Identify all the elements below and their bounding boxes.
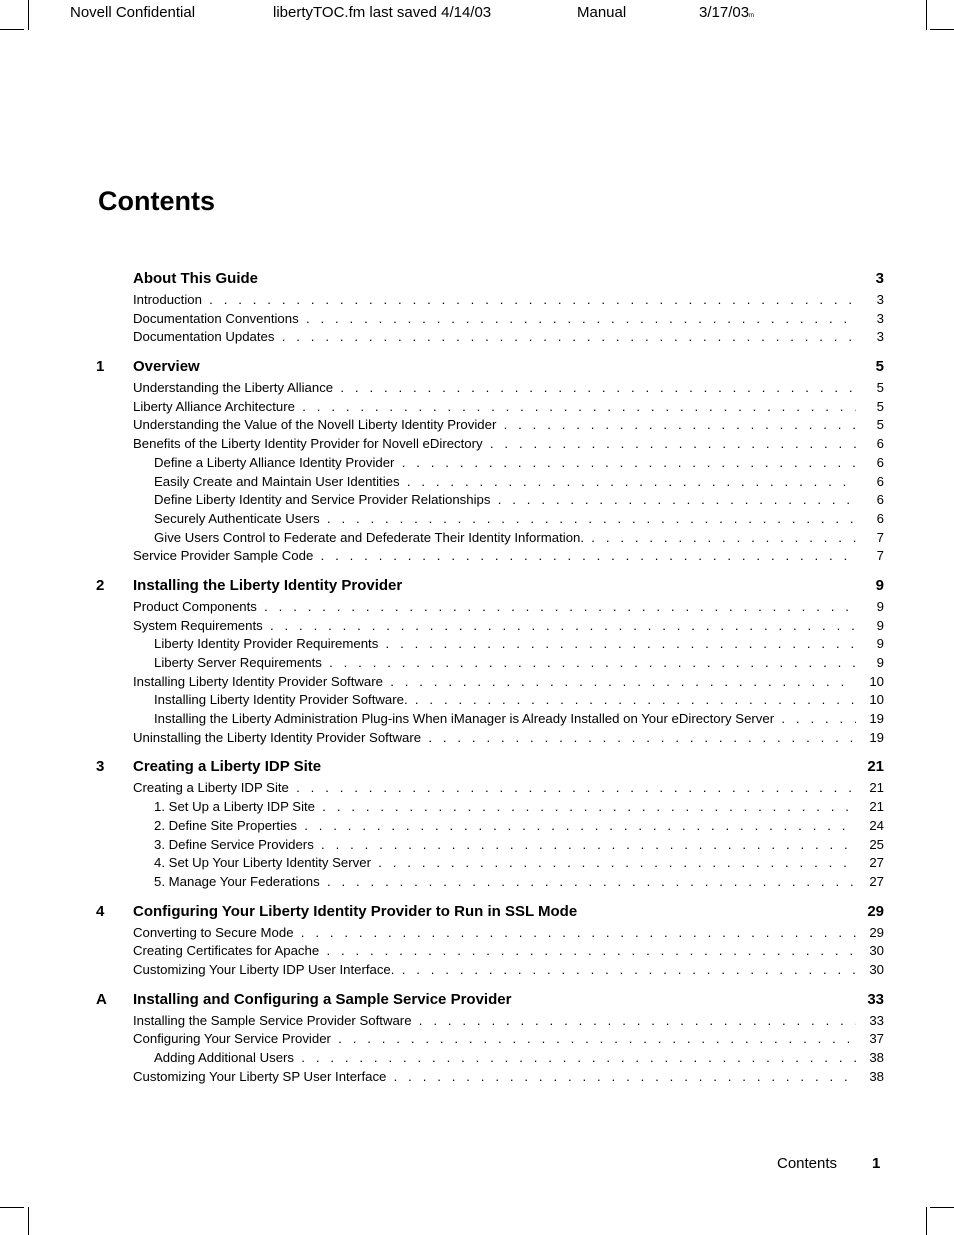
toc-entry[interactable]	[96, 511, 886, 530]
toc-entry-text	[133, 962, 856, 977]
toc-entry-text	[154, 799, 856, 814]
toc-entry-text	[133, 329, 856, 344]
toc-entry[interactable]	[96, 399, 886, 418]
toc-entry-page-number: 30	[865, 962, 884, 977]
toc-entry-page-number: 5	[873, 399, 884, 414]
toc-entry-text	[133, 730, 856, 745]
toc-entry-page-number: 38	[865, 1069, 884, 1084]
toc-entry-page-number: 21	[865, 799, 884, 814]
toc-entry[interactable]	[96, 799, 886, 818]
toc-entry-label: Installing Liberty Identity Provider Software	[133, 673, 383, 689]
toc-entry-label: Installing the Liberty Administration Plug-ins When iManager is Already Installed on Your eDirectory Server	[154, 711, 775, 727]
toc-entry-label: Documentation Conventions	[133, 310, 299, 326]
chapter-number: 1	[96, 358, 105, 376]
toc-entry-text	[154, 874, 856, 889]
toc-entry[interactable]	[96, 962, 886, 981]
crop-mark-top-left-h	[0, 29, 24, 30]
chapter-title: About This Guide	[133, 270, 258, 287]
toc-entry-label: Define a Liberty Alliance Identity Provider	[154, 454, 395, 470]
toc-entry-label: Installing Liberty Identity Provider Software.	[154, 692, 408, 708]
toc-entry[interactable]	[96, 599, 886, 618]
header-file: libertyTOC.fm last saved 4/14/03	[273, 4, 492, 21]
toc-entry-text	[133, 311, 856, 326]
toc-entry[interactable]	[96, 692, 886, 711]
header-doc-type: Manual	[577, 4, 627, 21]
chapter-number: A	[96, 990, 107, 1008]
chapter-title: Overview	[133, 358, 200, 376]
toc-entry-page-number: 6	[873, 492, 884, 507]
toc-entry[interactable]	[96, 925, 886, 944]
toc-entry-page-number: 7	[873, 548, 884, 563]
chapter-page-number: 33	[867, 990, 884, 1008]
header-confidential: Novell Confidential	[70, 4, 196, 21]
toc-entry-label: Customizing Your Liberty SP User Interface	[133, 1068, 387, 1084]
toc-entry[interactable]	[96, 943, 886, 962]
toc-entry[interactable]	[96, 818, 886, 837]
chapter-title: Configuring Your Liberty Identity Provider to Run in SSL Mode	[133, 902, 578, 920]
table-of-contents	[96, 270, 886, 1097]
toc-entry[interactable]	[96, 292, 886, 311]
toc-chapter	[96, 577, 886, 749]
toc-entry[interactable]	[96, 417, 886, 436]
toc-entry-text	[154, 492, 856, 507]
toc-entry-label: Product Components	[133, 598, 257, 614]
toc-entry-page-number: 9	[873, 618, 884, 633]
chapter-number: 2	[96, 576, 105, 594]
toc-chapter-heading[interactable]	[96, 903, 886, 925]
toc-entry-label: Service Provider Sample Code	[133, 548, 314, 564]
toc-entry-label: Understanding the Value of the Novell Liberty Identity Provider	[133, 417, 497, 433]
toc-entry-page-number: 7	[873, 530, 884, 545]
toc-entry-page-number: 27	[865, 855, 884, 870]
toc-entry-label: Configuring Your Service Provider	[133, 1031, 331, 1047]
toc-entry[interactable]	[96, 730, 886, 749]
toc-chapter	[96, 991, 886, 1088]
crop-mark-bottom-left-v	[28, 1207, 29, 1235]
toc-entry-text	[154, 837, 856, 852]
toc-entry-page-number: 9	[873, 636, 884, 651]
toc-chapter	[96, 758, 886, 892]
crop-mark-bottom-right-h	[930, 1207, 954, 1208]
toc-entry-page-number: 33	[865, 1013, 884, 1028]
toc-entry[interactable]	[96, 636, 886, 655]
toc-entry-text	[133, 925, 856, 940]
toc-entry-page-number: 6	[873, 474, 884, 489]
header-date	[699, 4, 754, 21]
chapter-page-number: 3	[875, 270, 884, 287]
toc-entry[interactable]	[96, 455, 886, 474]
toc-entry-page-number: 19	[865, 711, 884, 726]
toc-entry-text	[133, 292, 856, 307]
toc-entry-label: Creating Certificates for Apache	[133, 943, 320, 959]
toc-entry[interactable]	[96, 329, 886, 348]
chapter-number: 4	[96, 902, 105, 920]
toc-entry[interactable]	[96, 618, 886, 637]
toc-entry-label: Converting to Secure Mode	[133, 924, 294, 940]
toc-entry[interactable]	[96, 1031, 886, 1050]
toc-entry[interactable]	[96, 474, 886, 493]
toc-entry-text	[133, 674, 856, 689]
toc-chapter	[96, 903, 886, 981]
toc-entry[interactable]	[96, 1050, 886, 1069]
toc-entry-label: Liberty Alliance Architecture	[133, 398, 295, 414]
chapter-page-number: 5	[875, 358, 884, 376]
toc-entry-text	[154, 655, 856, 670]
toc-entry-label: Documentation Updates	[133, 329, 275, 345]
toc-entry-label: Give Users Control to Federate and Defederate Their Identity Information.	[154, 529, 585, 545]
toc-entry[interactable]	[96, 530, 886, 549]
chapter-number: 3	[96, 758, 105, 776]
toc-entry-text	[133, 780, 856, 795]
crop-mark-top-right-h	[930, 29, 954, 30]
footer-page-number: 1	[872, 1155, 881, 1172]
toc-entry-text	[133, 618, 856, 633]
crop-mark-bottom-right-v	[926, 1207, 927, 1235]
toc-entry-label: Benefits of the Liberty Identity Provider for Novell eDirectory	[133, 436, 483, 452]
toc-entry-text	[154, 818, 856, 833]
toc-entry-label: Understanding the Liberty Alliance	[133, 380, 334, 396]
toc-entry-text	[154, 855, 856, 870]
header-date-mark: m	[749, 13, 755, 19]
toc-entry[interactable]	[96, 492, 886, 511]
toc-entry-page-number: 6	[873, 511, 884, 526]
toc-entry-page-number: 21	[865, 780, 884, 795]
toc-entry-text	[133, 1069, 856, 1084]
toc-chapter-heading[interactable]	[96, 270, 886, 292]
page-header	[0, 4, 954, 24]
toc-chapter-heading[interactable]	[96, 758, 886, 780]
header-date-text: 3/17/03	[699, 4, 750, 21]
toc-entry-page-number: 27	[865, 874, 884, 889]
crop-mark-bottom-left-h	[0, 1207, 24, 1208]
chapter-page-number: 29	[867, 902, 884, 920]
toc-chapter-heading[interactable]	[96, 991, 886, 1013]
toc-entry-label: Installing the Sample Service Provider Software	[133, 1012, 412, 1028]
toc-entry-text	[154, 511, 856, 526]
toc-entry-page-number: 5	[873, 417, 884, 432]
toc-entry-page-number: 25	[865, 837, 884, 852]
toc-entry-text	[133, 1031, 856, 1046]
toc-entry-text	[154, 474, 856, 489]
toc-entry[interactable]	[96, 548, 886, 567]
toc-entry-page-number: 9	[873, 655, 884, 670]
toc-entry-page-number: 37	[865, 1031, 884, 1046]
toc-entry-label: Easily Create and Maintain User Identities	[154, 473, 400, 489]
toc-entry[interactable]	[96, 674, 886, 693]
toc-entry-page-number: 10	[865, 692, 884, 707]
toc-entry-label: Customizing Your Liberty IDP User Interface.	[133, 961, 395, 977]
toc-entry-text	[133, 436, 856, 451]
page-title: Contents	[98, 186, 215, 216]
toc-entry-text	[133, 599, 856, 614]
toc-entry-label: Creating a Liberty IDP Site	[133, 780, 289, 796]
footer-label: Contents	[777, 1155, 838, 1172]
toc-entry[interactable]	[96, 311, 886, 330]
toc-entry[interactable]	[96, 837, 886, 856]
toc-entry[interactable]	[96, 1013, 886, 1032]
toc-entry-label: Define Liberty Identity and Service Provider Relationships	[154, 492, 491, 508]
toc-entry-label: 2. Define Site Properties	[154, 817, 297, 833]
toc-entry-label: Liberty Identity Provider Requirements	[154, 636, 379, 652]
chapter-title: Creating a Liberty IDP Site	[133, 758, 322, 776]
toc-entry-page-number: 30	[865, 943, 884, 958]
toc-entry-page-number: 3	[873, 292, 884, 307]
toc-entry-page-number: 19	[865, 730, 884, 745]
toc-entry-text	[133, 943, 856, 958]
toc-entry-label: 1. Set Up a Liberty IDP Site	[154, 799, 316, 815]
toc-entry[interactable]	[96, 1069, 886, 1088]
toc-entry-label: Adding Additional Users	[154, 1050, 295, 1065]
toc-entry-label: 5. Manage Your Federations	[154, 873, 320, 889]
toc-entry[interactable]	[96, 780, 886, 799]
toc-entry[interactable]	[96, 380, 886, 399]
toc-chapter	[96, 358, 886, 567]
toc-entry-text	[154, 455, 856, 470]
toc-entry-label: Uninstalling the Liberty Identity Provider Software	[133, 729, 422, 745]
chapter-page-number: 9	[875, 576, 884, 594]
toc-entry-label: 4. Set Up Your Liberty Identity Server	[154, 855, 371, 871]
toc-entry[interactable]	[96, 874, 886, 893]
toc-entry-label: Introduction	[133, 292, 202, 307]
toc-entry-page-number: 24	[865, 818, 884, 833]
toc-entry[interactable]	[96, 855, 886, 874]
toc-entry-text	[133, 399, 856, 414]
chapter-page-number: 21	[867, 758, 884, 776]
toc-chapter-heading[interactable]	[96, 577, 886, 599]
toc-chapter-heading[interactable]	[96, 358, 886, 380]
toc-entry-page-number: 3	[873, 311, 884, 326]
toc-entry-label: 3. Define Service Providers	[154, 836, 314, 852]
toc-entry-text	[154, 1050, 856, 1065]
toc-entry-label: System Requirements	[133, 617, 263, 633]
toc-entry-text	[133, 380, 856, 395]
toc-entry-text	[133, 417, 856, 432]
toc-entry-page-number: 6	[873, 455, 884, 470]
toc-entry-text	[133, 1013, 856, 1028]
toc-entry[interactable]	[96, 436, 886, 455]
toc-entry-page-number: 10	[865, 674, 884, 689]
toc-entry-text	[154, 530, 856, 545]
toc-entry-page-number: 38	[865, 1050, 884, 1065]
toc-entry[interactable]	[96, 655, 886, 674]
toc-entry-page-number: 6	[873, 436, 884, 451]
toc-entry[interactable]	[96, 711, 886, 730]
toc-entry-label: Securely Authenticate Users	[154, 510, 320, 526]
chapter-title: Installing and Configuring a Sample Service Provider	[133, 990, 512, 1008]
chapter-title: Installing the Liberty Identity Provider	[133, 576, 403, 594]
toc-entry-text	[154, 692, 856, 707]
toc-entry-page-number: 5	[873, 380, 884, 395]
toc-entry-label: Liberty Server Requirements	[154, 655, 322, 670]
toc-chapter	[96, 270, 886, 348]
toc-entry-page-number: 3	[873, 329, 884, 344]
toc-entry-page-number: 29	[865, 925, 884, 940]
toc-entry-text	[154, 636, 856, 651]
toc-entry-text	[154, 711, 856, 726]
toc-entry-text	[133, 548, 856, 563]
toc-entry-page-number: 9	[873, 599, 884, 614]
